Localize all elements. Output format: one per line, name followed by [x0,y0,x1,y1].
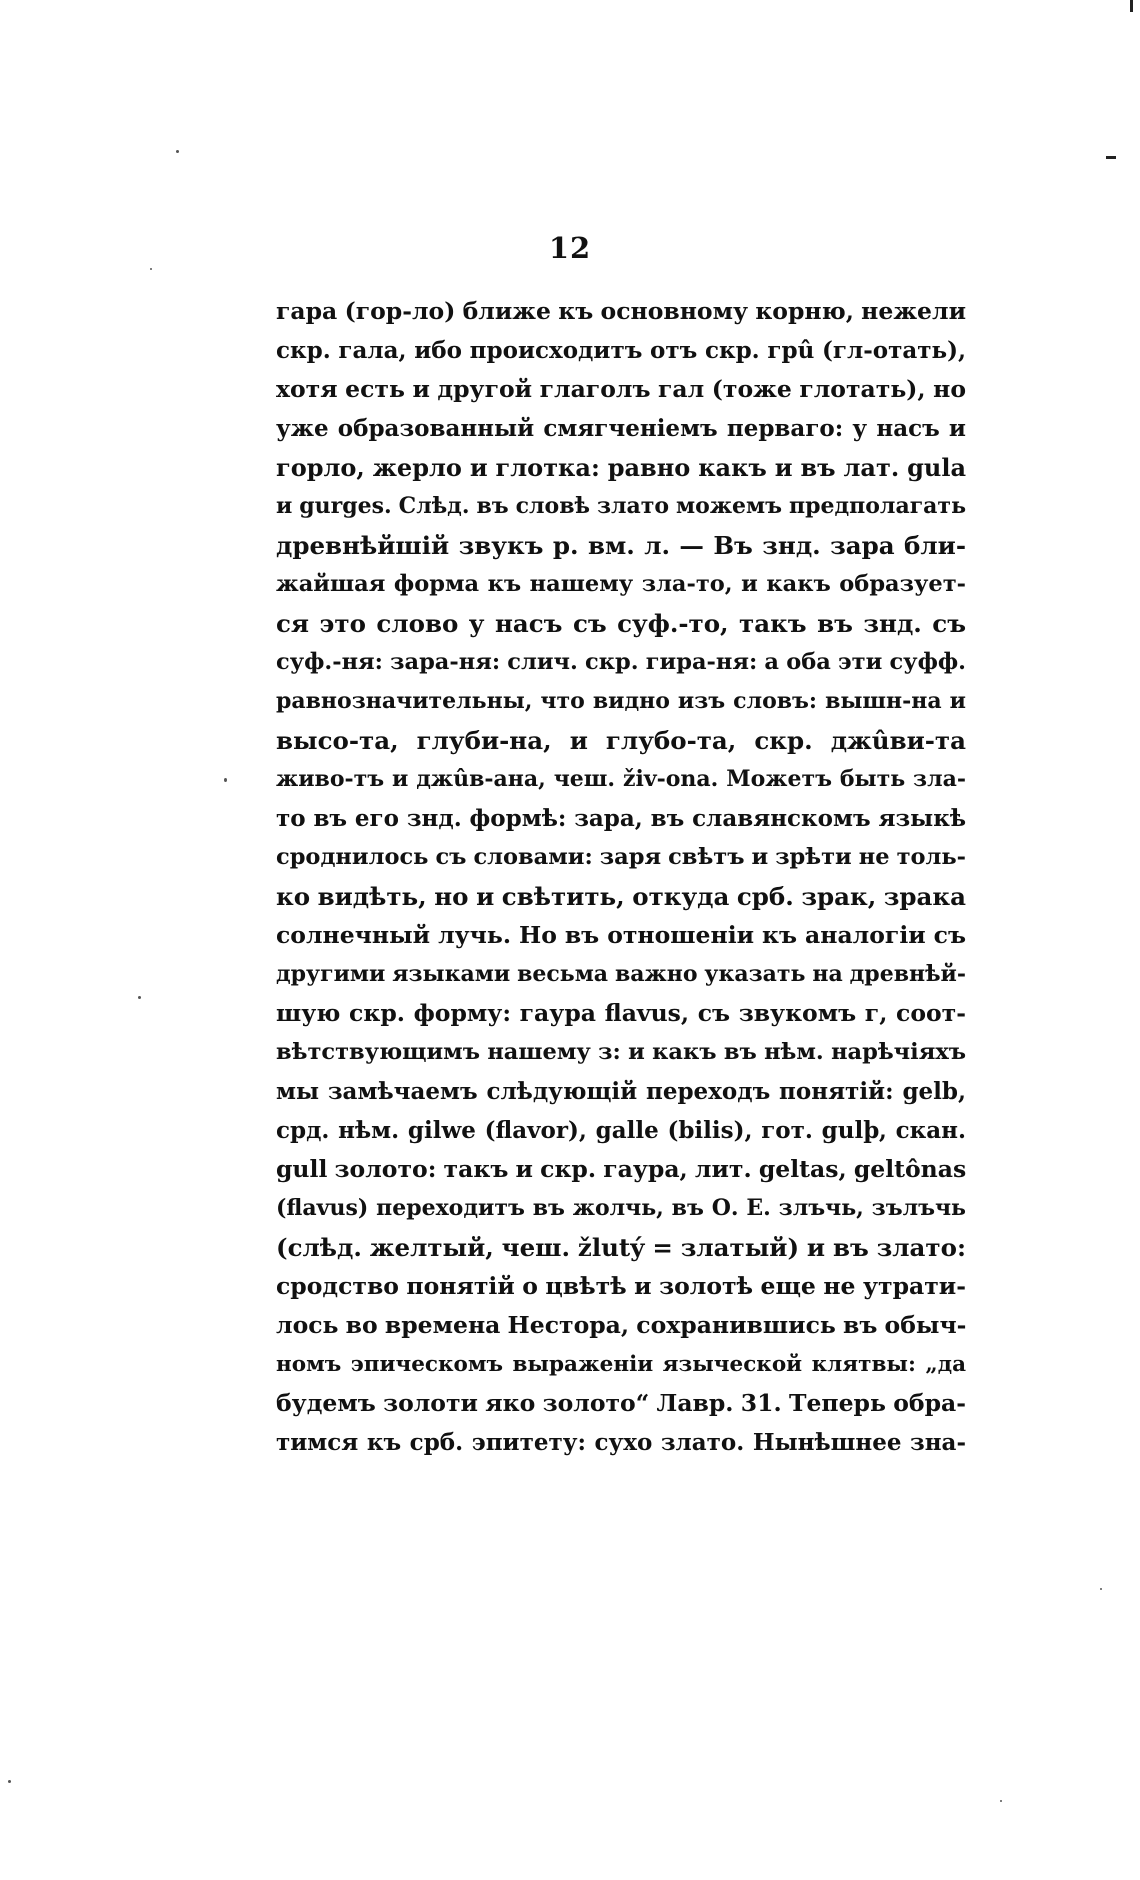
scan-speck [1000,1800,1002,1802]
text-line: тимся къ срб. эпитету: сухо злато. Нынѣшнее зна- [276,1429,966,1456]
text-line: другими языками весьма важно указать на древнѣй- [276,961,966,987]
scan-edge-mark [1130,0,1133,12]
page-number: 12 [548,231,592,265]
text-line: горло, жерло и глотка: равно какъ и въ лат. gula [276,453,966,482]
text-line: живо-тъ и джûв-ана, чеш. živ-ona. Можетъ быть зла- [276,766,966,792]
text-line: солнечный лучь. Но въ отношеніи къ аналогіи съ [276,921,966,949]
text-line: ко видѣть, но и свѣтить, откуда срб. зрак, зрака [276,882,966,911]
text-line: равнозначительны, что видно изъ словъ: вышн-на и [276,688,966,714]
scan-edge-mark [1106,156,1116,159]
text-line: gull золото: такъ и скр. гаура, лит. geltas, geltônas [276,1155,967,1183]
text-line: шую скр. форму: гаура flavus, съ звукомъ г, соот- [276,999,966,1027]
text-line: мы замѣчаемъ слѣдующій переходъ понятій: gelb, [276,1078,966,1105]
text-line: (слѣд. желтый, чеш. žlutý = златый) и въ злато: [276,1233,966,1262]
scan-speck [8,1780,11,1783]
text-line: то въ его знд. формѣ: зара, въ славянскомъ языкѣ [276,805,966,832]
body-text [276,292,966,1462]
text-line: уже образованный смягченіемъ перваго: у насъ и [276,415,966,442]
text-line: ся это слово у насъ съ суф.-то, такъ въ знд. съ [276,609,966,638]
text-line: сродство понятій о цвѣтѣ и золотѣ еще не утрати- [276,1272,966,1300]
scan-speck [138,996,141,999]
text-line: срд. нѣм. gilwe (flavor), galle (bilis), гот. gulþ, скан. [276,1117,966,1144]
text-line: гара (гор-ло) ближе къ основному корню, нежели [276,297,966,325]
text-line: хотя есть и другой глаголъ гал (тоже глотать), но [276,375,966,403]
text-line: древнѣйшій звукъ р. вм. л. — Въ знд. зара бли- [276,531,966,560]
text-line: скр. гала, ибо происходитъ отъ скр. грû (гл-отать), [276,337,966,364]
scan-speck [224,778,227,782]
text-line: будемъ золоти яко золото“ Лавр. 31. Теперь обра- [276,1389,966,1417]
text-line: вѣтствующимъ нашему з: и какъ въ нѣм. нарѣчіяхъ [276,1039,966,1065]
text-line: лось во времена Нестора, сохранившись въ обыч- [276,1311,967,1339]
text-line: сроднилось съ словами: заря свѣтъ и зрѣти не толь- [276,844,966,870]
scan-speck [150,268,152,270]
text-line: номъ эпическомъ выраженіи языческой клятвы: „да [276,1352,966,1377]
text-line: жайшая форма къ нашему зла-то, и какъ образует- [276,571,966,597]
text-line: и gurges. Слѣд. въ словѣ злато можемъ предполагать [276,493,966,519]
scan-speck [1100,1588,1102,1590]
text-line: суф.-ня: зара-ня: слич. скр. гира-ня: а оба эти суфф. [276,649,966,675]
scan-speck [176,150,179,153]
text-line: (flavus) переходитъ въ жолчь, въ О. Е. злъчь, зълъчь [276,1195,966,1221]
text-line: высо-та, глуби-на, и глубо-та, скр. джûви-та [276,726,966,755]
